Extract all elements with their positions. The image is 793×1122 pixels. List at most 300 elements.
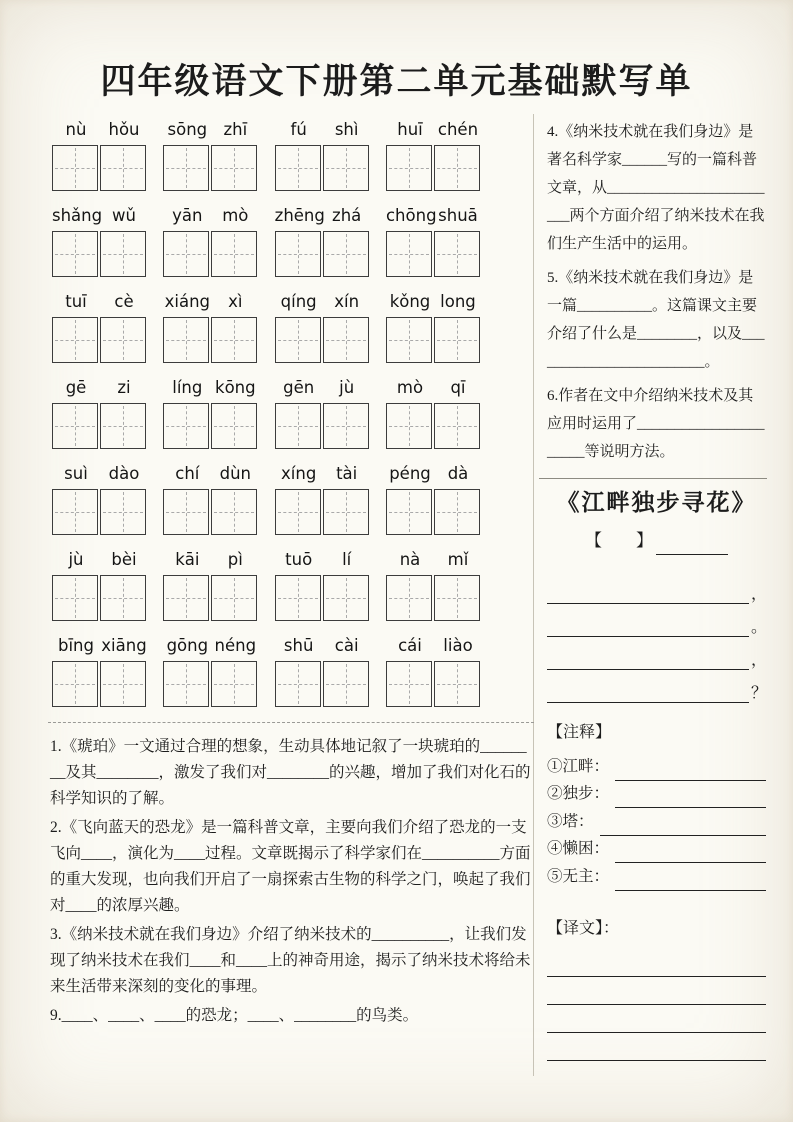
translation-blank-line[interactable] [547, 949, 766, 977]
syllable-labels [52, 292, 148, 317]
box-dash-vertical [234, 492, 235, 532]
syllable-labels [386, 378, 482, 403]
character-boxes [163, 231, 259, 277]
box-dash-vertical [457, 492, 458, 532]
note-label: ⑤无主： [547, 867, 610, 885]
character-boxes [52, 231, 148, 277]
pinyin-syllable: nà [399, 550, 421, 569]
character-boxes [163, 575, 259, 621]
translation-blank-line[interactable] [547, 1033, 766, 1061]
pinyin-syllable: zhá [332, 206, 362, 225]
word-group [386, 378, 482, 449]
pinyin-syllable: kāi [175, 550, 200, 569]
character-boxes [386, 575, 482, 621]
pinyin-syllable: yān [172, 206, 203, 225]
poem-line-punctuation: ？ [751, 685, 768, 703]
syllable-labels [163, 292, 259, 317]
note-blank-line[interactable] [600, 819, 766, 836]
character-boxes [275, 317, 371, 363]
pinyin-syllable: néng [214, 636, 257, 655]
pinyin-syllable: cè [114, 292, 134, 311]
notes-list [547, 753, 766, 891]
box-dash-vertical [186, 234, 187, 274]
box-dash-vertical [457, 406, 458, 446]
box-dash-vertical [457, 148, 458, 188]
pinyin-syllable: long [440, 292, 476, 311]
translation-header: 【译文】： [547, 919, 620, 937]
character-box[interactable] [434, 403, 480, 449]
note-row [547, 808, 766, 836]
left-questions [50, 734, 532, 1029]
pinyin-syllable: chí [175, 464, 200, 483]
character-box[interactable] [275, 145, 321, 191]
note-label: ④懒困： [547, 840, 610, 857]
pinyin-row [52, 120, 482, 191]
character-box[interactable] [275, 317, 321, 363]
box-dash-vertical [346, 492, 347, 532]
box-dash-vertical [123, 664, 124, 704]
character-box[interactable] [100, 403, 146, 449]
syllable-labels [386, 550, 482, 575]
box-dash-vertical [409, 320, 410, 360]
character-box[interactable] [52, 403, 98, 449]
word-group [275, 550, 371, 621]
character-boxes [386, 317, 482, 363]
character-box[interactable] [52, 489, 98, 535]
character-box[interactable] [323, 317, 369, 363]
character-box[interactable] [434, 661, 480, 707]
character-box[interactable] [323, 403, 369, 449]
box-dash-vertical [186, 320, 187, 360]
pinyin-syllable: xín [334, 292, 360, 311]
character-boxes [275, 489, 371, 535]
box-dash-vertical [409, 406, 410, 446]
pinyin-syllable: cài [334, 636, 359, 655]
word-group [52, 550, 148, 621]
note-label: ③塔： [547, 812, 594, 830]
pinyin-syllable: cái [398, 636, 422, 655]
character-box[interactable] [100, 317, 146, 363]
pinyin-syllable: suì [64, 464, 88, 483]
box-dash-vertical [123, 578, 124, 618]
box-dash-vertical [75, 234, 76, 274]
pinyin-row [52, 636, 482, 707]
word-group [386, 206, 482, 277]
box-dash-vertical [409, 578, 410, 618]
syllable-labels [52, 550, 148, 575]
character-boxes [52, 403, 148, 449]
box-dash-vertical [186, 578, 187, 618]
question-paragraph: 1.《琥珀》一文通过合理的想象，生动具体地记叙了一块琥珀的________及其________，激发了我们对________的兴趣，增加了我们对化石的科学知识的了解。 [50, 738, 531, 807]
character-box[interactable] [211, 489, 257, 535]
syllable-labels [163, 206, 259, 231]
box-dash-vertical [409, 148, 410, 188]
character-box[interactable] [323, 145, 369, 191]
pinyin-row [52, 378, 482, 449]
syllable-labels [275, 292, 371, 317]
pinyin-syllable: nù [65, 120, 87, 139]
character-box[interactable] [323, 231, 369, 277]
box-dash-vertical [298, 492, 299, 532]
character-boxes [275, 403, 371, 449]
syllable-labels [386, 464, 482, 489]
left-column [50, 120, 532, 1032]
box-dash-vertical [409, 664, 410, 704]
character-box[interactable] [275, 403, 321, 449]
poem-line-row [547, 637, 766, 670]
pinyin-syllable: jù [339, 378, 355, 397]
pinyin-syllable: dà [447, 464, 469, 483]
right-column [547, 118, 766, 1061]
character-box[interactable] [386, 489, 432, 535]
box-dash-vertical [457, 578, 458, 618]
syllable-labels [275, 464, 371, 489]
box-dash-vertical [457, 664, 458, 704]
box-dash-vertical [298, 320, 299, 360]
syllable-labels [275, 550, 371, 575]
character-box[interactable] [100, 575, 146, 621]
box-dash-vertical [298, 234, 299, 274]
character-box[interactable] [434, 145, 480, 191]
character-box[interactable] [163, 145, 209, 191]
character-box[interactable] [163, 489, 209, 535]
pinyin-syllable: hǒu [108, 120, 140, 139]
character-box[interactable] [100, 489, 146, 535]
pinyin-syllable: huī [397, 120, 423, 139]
box-dash-vertical [457, 234, 458, 274]
character-box[interactable] [434, 231, 480, 277]
box-dash-vertical [123, 320, 124, 360]
character-boxes [52, 145, 148, 191]
pinyin-syllable: xiáng [164, 292, 211, 311]
syllable-labels [163, 464, 259, 489]
box-dash-vertical [186, 406, 187, 446]
word-group [163, 550, 259, 621]
character-box[interactable] [275, 661, 321, 707]
note-label: ①江畔： [547, 757, 610, 775]
character-box[interactable] [323, 489, 369, 535]
word-group [52, 292, 148, 363]
syllable-labels [52, 636, 148, 661]
character-box[interactable] [434, 317, 480, 363]
box-dash-vertical [186, 492, 187, 532]
poem-line-punctuation: 。 [751, 619, 768, 637]
translation-lines [547, 949, 766, 1061]
pinyin-syllable: zhī [223, 120, 248, 139]
question-paragraph: 4.《纳米技术就在我们身边》是著名科学家______写的一篇科普文章，从________________________两个方面介绍了纳米技术在我们生产生活中的运用。 [547, 124, 765, 252]
pinyin-syllable: lí [342, 550, 352, 569]
character-box[interactable] [386, 231, 432, 277]
question-paragraph: 6.作者在文中介绍纳米技术及其应用时运用了______________________等说明方法。 [547, 388, 765, 460]
pinyin-syllable: péng [389, 464, 431, 483]
character-boxes [386, 661, 482, 707]
pinyin-syllable: wǔ [112, 206, 136, 225]
pinyin-syllable: qī [450, 378, 466, 397]
box-dash-vertical [346, 234, 347, 274]
box-dash-vertical [123, 492, 124, 532]
box-dash-vertical [346, 578, 347, 618]
pinyin-syllable: jù [68, 550, 84, 569]
character-box[interactable] [323, 575, 369, 621]
pinyin-syllable: zhēng [274, 206, 325, 225]
character-boxes [52, 575, 148, 621]
word-group [163, 120, 259, 191]
translation-blank-line[interactable] [547, 1005, 766, 1033]
character-box[interactable] [434, 575, 480, 621]
character-box[interactable] [100, 231, 146, 277]
character-box[interactable] [52, 145, 98, 191]
box-dash-vertical [75, 406, 76, 446]
pinyin-row [52, 292, 482, 363]
box-dash-vertical [234, 406, 235, 446]
box-dash-vertical [75, 492, 76, 532]
pinyin-syllable: kǒng [389, 292, 431, 311]
character-boxes [386, 145, 482, 191]
character-box[interactable] [52, 231, 98, 277]
box-dash-vertical [234, 234, 235, 274]
word-group [52, 120, 148, 191]
poem-blank-line[interactable] [547, 669, 749, 703]
notes-header: 【注释】 [547, 724, 612, 741]
box-dash-vertical [457, 320, 458, 360]
character-boxes [163, 317, 259, 363]
syllable-labels [52, 464, 148, 489]
character-boxes [275, 661, 371, 707]
syllable-labels [275, 120, 371, 145]
note-row [547, 863, 766, 891]
pinyin-syllable: tuī [65, 292, 87, 311]
pinyin-syllable: shǎng [52, 206, 103, 225]
pinyin-syllable: chén [437, 120, 479, 139]
character-box[interactable] [163, 231, 209, 277]
box-dash-vertical [409, 492, 410, 532]
note-blank-line[interactable] [615, 874, 766, 891]
syllable-labels [275, 636, 371, 661]
character-box[interactable] [434, 489, 480, 535]
box-dash-vertical [234, 320, 235, 360]
box-dash-vertical [75, 578, 76, 618]
syllable-labels [163, 120, 259, 145]
word-group [275, 636, 371, 707]
question-paragraph: 5.《纳米技术就在我们身边》是一篇__________。这篇课文主要介绍了什么是________，以及________________________。 [547, 270, 765, 370]
column-divider [533, 114, 534, 1076]
pinyin-grid [50, 120, 532, 707]
box-dash-vertical [75, 664, 76, 704]
box-dash-vertical [234, 664, 235, 704]
pinyin-syllable: xiāng [101, 636, 147, 655]
character-box[interactable] [163, 661, 209, 707]
box-dash-vertical [298, 406, 299, 446]
pinyin-syllable: bīng [58, 636, 94, 655]
box-dash-vertical [298, 664, 299, 704]
note-blank-line[interactable] [615, 846, 766, 863]
character-box[interactable] [100, 145, 146, 191]
word-group [163, 206, 259, 277]
box-dash-vertical [234, 578, 235, 618]
dynasty-brackets: 【 】 [585, 531, 653, 550]
character-box[interactable] [163, 403, 209, 449]
note-label: ②独步： [547, 785, 610, 802]
syllable-labels [52, 378, 148, 403]
box-dash-vertical [298, 148, 299, 188]
pinyin-row [52, 550, 482, 621]
box-dash-vertical [75, 148, 76, 188]
right-questions [547, 118, 766, 466]
pinyin-syllable: gēn [283, 378, 315, 397]
poem-line-row [547, 670, 766, 703]
pinyin-syllable: líng [172, 378, 203, 397]
pinyin-syllable: mǐ [447, 550, 469, 569]
character-box[interactable] [386, 317, 432, 363]
question-paragraph: 9.____、____、____的恐龙；____、________的鸟类。 [50, 1007, 419, 1024]
character-box[interactable] [211, 403, 257, 449]
pinyin-syllable: gē [65, 378, 87, 397]
word-group [275, 292, 371, 363]
character-box[interactable] [211, 145, 257, 191]
poem-line-punctuation: ， [751, 652, 768, 670]
pinyin-syllable: mò [396, 378, 424, 397]
note-blank-line[interactable] [615, 791, 766, 808]
character-box[interactable] [275, 575, 321, 621]
pinyin-syllable: qíng [280, 292, 317, 311]
word-group [52, 378, 148, 449]
poem-line-row [547, 604, 766, 637]
box-dash-vertical [186, 664, 187, 704]
word-group [275, 378, 371, 449]
word-group [52, 636, 148, 707]
box-dash-vertical [346, 406, 347, 446]
poem-author-line [547, 527, 766, 555]
word-group [275, 464, 371, 535]
box-dash-vertical [123, 406, 124, 446]
pinyin-syllable: pì [227, 550, 243, 569]
character-box[interactable] [275, 231, 321, 277]
pinyin-syllable: tuō [285, 550, 313, 569]
pinyin-syllable: shì [334, 120, 359, 139]
character-box[interactable] [275, 489, 321, 535]
character-boxes [52, 317, 148, 363]
page-title: 四年级语文下册第二单元基础默写单 [100, 62, 693, 101]
character-boxes [275, 231, 371, 277]
word-group [163, 636, 259, 707]
word-group [275, 206, 371, 277]
character-boxes [386, 403, 482, 449]
character-boxes [163, 661, 259, 707]
poem-line-punctuation: ， [751, 586, 768, 604]
character-box[interactable] [211, 575, 257, 621]
character-box[interactable] [100, 661, 146, 707]
pinyin-syllable: bèi [111, 550, 137, 569]
dashed-separator [48, 722, 534, 723]
syllable-labels [386, 206, 482, 231]
character-boxes [386, 489, 482, 535]
pinyin-syllable: dào [108, 464, 140, 483]
word-group [163, 378, 259, 449]
character-boxes [163, 489, 259, 535]
word-group [163, 464, 259, 535]
note-row [547, 836, 766, 864]
character-box[interactable] [163, 317, 209, 363]
word-group [52, 464, 148, 535]
syllable-labels [163, 378, 259, 403]
pinyin-syllable: gōng [166, 636, 209, 655]
character-box[interactable] [52, 575, 98, 621]
pinyin-syllable: liào [443, 636, 473, 655]
character-boxes [275, 575, 371, 621]
character-boxes [386, 231, 482, 277]
syllable-labels [275, 206, 371, 231]
syllable-labels [52, 206, 148, 231]
character-box[interactable] [163, 575, 209, 621]
box-dash-vertical [123, 148, 124, 188]
poem-blank-line[interactable] [547, 636, 749, 670]
character-box[interactable] [323, 661, 369, 707]
pinyin-syllable: zi [117, 378, 131, 397]
author-blank-line[interactable] [656, 536, 728, 555]
poem-lines [547, 571, 766, 703]
section-separator [539, 478, 767, 479]
pinyin-syllable: fú [290, 120, 307, 139]
note-row [547, 753, 766, 781]
poem-line-row [547, 571, 766, 604]
poem-blank-line[interactable] [547, 603, 749, 637]
character-box[interactable] [386, 661, 432, 707]
character-box[interactable] [386, 575, 432, 621]
word-group [386, 550, 482, 621]
syllable-labels [386, 636, 482, 661]
word-group [275, 120, 371, 191]
character-box[interactable] [52, 317, 98, 363]
character-boxes [163, 145, 259, 191]
character-box[interactable] [386, 403, 432, 449]
character-boxes [275, 145, 371, 191]
character-box[interactable] [386, 145, 432, 191]
pinyin-syllable: dùn [219, 464, 252, 483]
syllable-labels [163, 550, 259, 575]
word-group [386, 120, 482, 191]
word-group [386, 636, 482, 707]
word-group [163, 292, 259, 363]
box-dash-vertical [75, 320, 76, 360]
syllable-labels [386, 120, 482, 145]
word-group [386, 464, 482, 535]
note-blank-line[interactable] [615, 764, 766, 781]
syllable-labels [386, 292, 482, 317]
box-dash-vertical [298, 578, 299, 618]
pinyin-syllable: shuā [438, 206, 478, 225]
character-boxes [52, 661, 148, 707]
question-paragraph: 3.《纳米技术就在我们身边》介绍了纳米技术的__________，让我们发现了纳米技术在我们____和____上的神奇用途，揭示了纳米技术将给未来生活带来深刻的变化的事理。 [50, 926, 531, 995]
translation-blank-line[interactable] [547, 977, 766, 1005]
character-box[interactable] [211, 661, 257, 707]
pinyin-row [52, 464, 482, 535]
box-dash-vertical [346, 664, 347, 704]
poem-title: 《江畔独步寻花》 [556, 490, 757, 515]
character-boxes [52, 489, 148, 535]
syllable-labels [52, 120, 148, 145]
character-box[interactable] [52, 661, 98, 707]
poem-blank-line[interactable] [547, 570, 749, 604]
pinyin-syllable: mò [222, 206, 249, 225]
character-box[interactable] [211, 231, 257, 277]
pinyin-row [52, 206, 482, 277]
pinyin-syllable: kōng [215, 378, 256, 397]
pinyin-syllable: sōng [167, 120, 208, 139]
character-box[interactable] [211, 317, 257, 363]
word-group [386, 292, 482, 363]
pinyin-syllable: xíng [281, 464, 317, 483]
pinyin-syllable: shū [283, 636, 314, 655]
